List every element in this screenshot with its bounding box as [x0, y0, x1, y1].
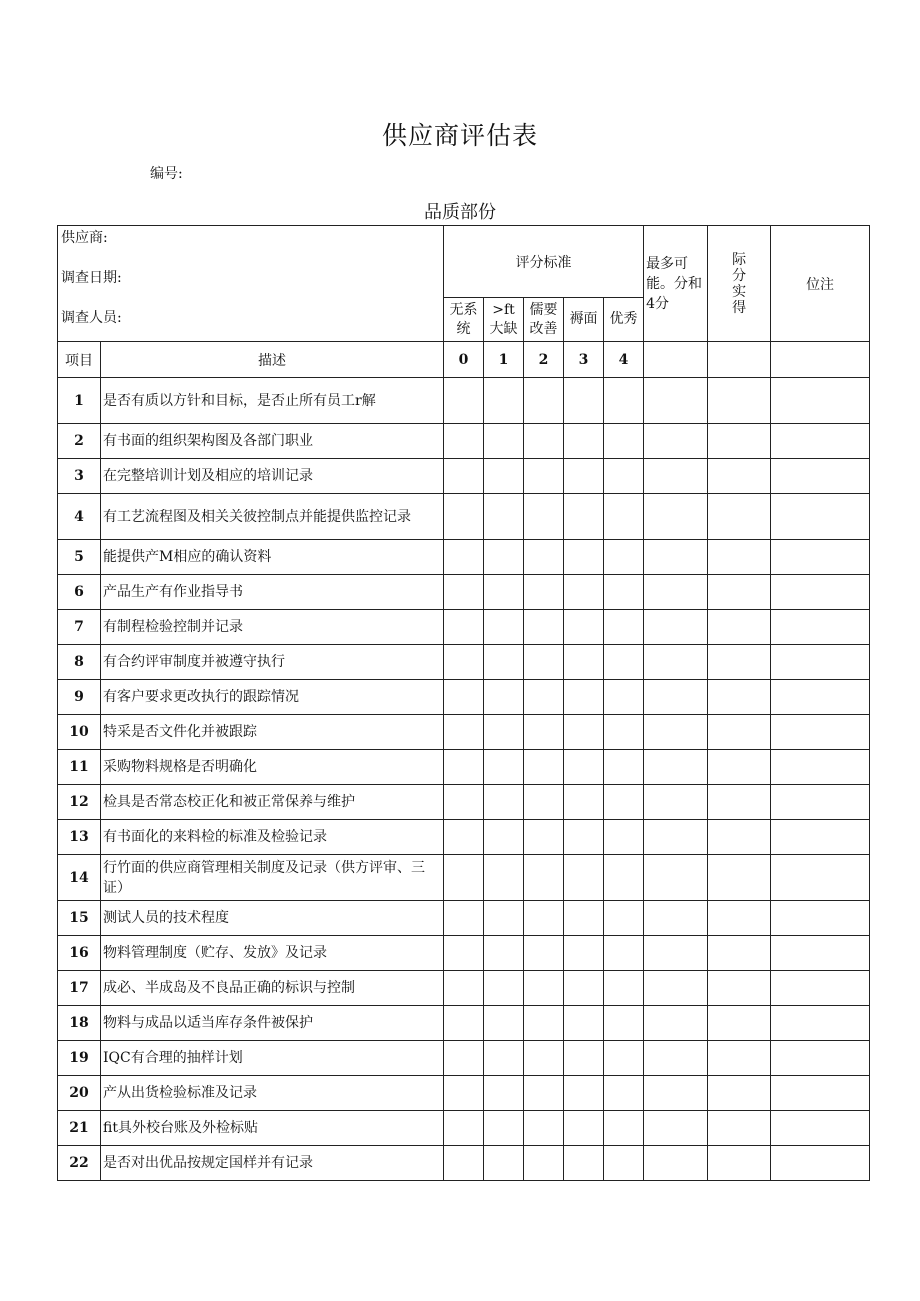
actual-score-cell[interactable]	[708, 645, 771, 680]
score-0-cell[interactable]	[444, 820, 484, 855]
item-description: 特采是否文件化并被跟踪	[101, 715, 444, 750]
table-row	[58, 424, 870, 459]
remark-cell[interactable]	[771, 540, 870, 575]
actual-score-cell[interactable]	[708, 901, 771, 936]
score-1-cell[interactable]	[484, 1006, 524, 1041]
item-number: 18	[58, 1006, 101, 1041]
column-header-row	[58, 342, 870, 378]
table-row	[58, 645, 870, 680]
max-score-cell[interactable]	[644, 575, 708, 610]
item-column-header: 项目	[58, 342, 101, 378]
score-0-cell[interactable]	[444, 1146, 484, 1181]
score-3-header: 3	[564, 342, 604, 378]
score-0-cell[interactable]	[444, 1076, 484, 1111]
item-number: 11	[58, 750, 101, 785]
score-3-cell[interactable]	[564, 855, 604, 901]
remark-cell[interactable]	[771, 1111, 870, 1146]
score-2-cell[interactable]	[524, 820, 564, 855]
actual-score-cell[interactable]	[708, 459, 771, 494]
item-number: 10	[58, 715, 101, 750]
max-score-cell[interactable]	[644, 494, 708, 540]
score-4-header: 4	[604, 342, 644, 378]
score-3-cell[interactable]	[564, 1146, 604, 1181]
description-column-header: 描述	[101, 342, 444, 378]
item-description: 有书面化的来料检的标准及检验记录	[101, 820, 444, 855]
actual-score-cell[interactable]	[708, 715, 771, 750]
max-score-cell[interactable]	[644, 1111, 708, 1146]
score-1-cell[interactable]	[484, 1041, 524, 1076]
actual-score-cell[interactable]	[708, 971, 771, 1006]
max-score-cell[interactable]	[644, 459, 708, 494]
score-0-cell[interactable]	[444, 424, 484, 459]
score-2-cell[interactable]	[524, 971, 564, 1006]
score-4-cell[interactable]	[604, 1111, 644, 1146]
score-3-cell[interactable]	[564, 1041, 604, 1076]
item-number: 8	[58, 645, 101, 680]
remark-cell[interactable]	[771, 715, 870, 750]
score-4-cell[interactable]	[604, 971, 644, 1006]
actual-score-cell[interactable]	[708, 610, 771, 645]
max-score-cell[interactable]	[644, 645, 708, 680]
actual-score-cell[interactable]	[708, 494, 771, 540]
score-3-cell[interactable]	[564, 610, 604, 645]
actual-score-cell[interactable]	[708, 820, 771, 855]
item-description: 能提供产M相应的确认资料	[101, 540, 444, 575]
score-1-cell[interactable]	[484, 715, 524, 750]
score-2-cell[interactable]	[524, 855, 564, 901]
table-row	[58, 494, 870, 540]
max-score-header: 最多可能。分和4分	[644, 226, 708, 342]
item-description: 物料与成品以适当库存条件被保护	[101, 1006, 444, 1041]
remark-header: 位注	[771, 226, 870, 342]
actual-score-cell	[708, 342, 771, 378]
item-description: 物料管理制度（贮存、发放》及记录	[101, 936, 444, 971]
table-row	[58, 901, 870, 936]
score-4-cell[interactable]	[604, 1006, 644, 1041]
form-number-label: 编号:	[150, 166, 183, 182]
score-3-cell[interactable]	[564, 645, 604, 680]
score-4-cell[interactable]	[604, 494, 644, 540]
item-description: 有合约评审制度并被遵守执行	[101, 645, 444, 680]
score-4-cell[interactable]	[604, 750, 644, 785]
header-row-top	[58, 226, 870, 298]
score-4-cell[interactable]	[604, 540, 644, 575]
max-score-cell[interactable]	[644, 1146, 708, 1181]
score-2-header: 2	[524, 342, 564, 378]
remark-cell[interactable]	[771, 1006, 870, 1041]
score-3-cell[interactable]	[564, 1076, 604, 1111]
score-0-cell[interactable]	[444, 971, 484, 1006]
score-2-cell[interactable]	[524, 901, 564, 936]
item-description: 是否对出优品按规定国样并有记录	[101, 1146, 444, 1181]
item-number: 2	[58, 424, 101, 459]
scoring-standard-header: 评分标准	[444, 226, 644, 298]
score-1-cell[interactable]	[484, 1111, 524, 1146]
score-4-cell[interactable]	[604, 936, 644, 971]
item-description: fit具外校台账及外检标贴	[101, 1111, 444, 1146]
score-2-cell[interactable]	[524, 680, 564, 715]
actual-score-cell[interactable]	[708, 750, 771, 785]
remark-cell[interactable]	[771, 971, 870, 1006]
score-2-cell[interactable]	[524, 540, 564, 575]
actual-score-cell[interactable]	[708, 855, 771, 901]
item-description: IQC有合理的抽样计划	[101, 1041, 444, 1076]
item-description: 有工艺流程图及相关关彼控制点并能提供监控记录	[101, 494, 444, 540]
max-score-cell[interactable]	[644, 971, 708, 1006]
max-score-cell	[644, 342, 708, 378]
score-4-cell[interactable]	[604, 855, 644, 901]
score-3-cell[interactable]	[564, 820, 604, 855]
item-description: 有书面的组织架构图及各部门职业	[101, 424, 444, 459]
score-3-cell[interactable]	[564, 785, 604, 820]
item-description: 采购物料规格是否明确化	[101, 750, 444, 785]
max-score-cell[interactable]	[644, 936, 708, 971]
score-0-cell[interactable]	[444, 540, 484, 575]
max-score-cell[interactable]	[644, 820, 708, 855]
item-number: 16	[58, 936, 101, 971]
score-1-cell[interactable]	[484, 1146, 524, 1181]
max-score-cell[interactable]	[644, 715, 708, 750]
item-number: 19	[58, 1041, 101, 1076]
score-4-cell[interactable]	[604, 575, 644, 610]
item-number: 9	[58, 680, 101, 715]
item-description: 行竹面的供应商管理相关制度及记录（供方评审、三证）	[101, 855, 444, 901]
score-0-cell[interactable]	[444, 680, 484, 715]
inspector-label: 调查人员:	[61, 310, 122, 326]
remark-cell[interactable]	[771, 1146, 870, 1181]
score-3-cell[interactable]	[564, 680, 604, 715]
table-row	[58, 1041, 870, 1076]
score-3-cell[interactable]	[564, 494, 604, 540]
actual-score-cell[interactable]	[708, 1006, 771, 1041]
score-2-cell[interactable]	[524, 459, 564, 494]
item-description: 产品生产有作业指导书	[101, 575, 444, 610]
score-1-cell[interactable]	[484, 645, 524, 680]
table-row	[58, 1146, 870, 1181]
actual-score-cell[interactable]	[708, 424, 771, 459]
score-2-cell[interactable]	[524, 750, 564, 785]
item-number: 21	[58, 1111, 101, 1146]
max-score-cell[interactable]	[644, 424, 708, 459]
score-2-cell[interactable]	[524, 785, 564, 820]
score-0-cell[interactable]	[444, 855, 484, 901]
item-description: 是否有质以方针和目标，是否止所有员工r解	[101, 378, 444, 424]
score-3-cell[interactable]	[564, 575, 604, 610]
score-2-cell[interactable]	[524, 1006, 564, 1041]
score-1-cell[interactable]	[484, 820, 524, 855]
score-3-cell[interactable]	[564, 1006, 604, 1041]
score-0-cell[interactable]	[444, 1041, 484, 1076]
score-2-cell[interactable]	[524, 645, 564, 680]
item-number: 4	[58, 494, 101, 540]
score-3-cell[interactable]	[564, 971, 604, 1006]
score-1-cell[interactable]	[484, 540, 524, 575]
remark-cell[interactable]	[771, 1076, 870, 1111]
score-0-cell[interactable]	[444, 936, 484, 971]
score-4-cell[interactable]	[604, 785, 644, 820]
page-title: 供应商评估表	[381, 121, 538, 150]
table-row	[58, 1006, 870, 1041]
actual-score-cell[interactable]	[708, 540, 771, 575]
remark-cell[interactable]	[771, 936, 870, 971]
remark-cell[interactable]	[771, 378, 870, 424]
max-score-cell[interactable]	[644, 1076, 708, 1111]
score-2-cell[interactable]	[524, 1146, 564, 1181]
score-3-cell[interactable]	[564, 424, 604, 459]
item-description: 检具是否常态校正化和被正常保养与维护	[101, 785, 444, 820]
table-row	[58, 378, 870, 424]
score-3-cell[interactable]	[564, 715, 604, 750]
score-3-cell[interactable]	[564, 936, 604, 971]
score-3-cell[interactable]	[564, 901, 604, 936]
score-4-cell[interactable]	[604, 645, 644, 680]
item-number: 6	[58, 575, 101, 610]
score-0-cell[interactable]	[444, 610, 484, 645]
score-4-cell[interactable]	[604, 1146, 644, 1181]
max-score-cell[interactable]	[644, 1041, 708, 1076]
item-number: 3	[58, 459, 101, 494]
score-1-cell[interactable]	[484, 785, 524, 820]
score-1-cell[interactable]	[484, 494, 524, 540]
table-row	[58, 936, 870, 971]
score-0-header: 0	[444, 342, 484, 378]
score-0-cell[interactable]	[444, 750, 484, 785]
actual-score-cell[interactable]	[708, 680, 771, 715]
item-number: 14	[58, 855, 101, 901]
score-2-cell[interactable]	[524, 424, 564, 459]
level-excellent: 优秀	[604, 298, 644, 342]
score-0-cell[interactable]	[444, 378, 484, 424]
score-0-cell[interactable]	[444, 1006, 484, 1041]
table-row	[58, 540, 870, 575]
level-needs-improvement: 儒要改善	[524, 298, 564, 342]
score-3-cell[interactable]	[564, 540, 604, 575]
remark-cell[interactable]	[771, 424, 870, 459]
score-1-cell[interactable]	[484, 901, 524, 936]
item-description: 有制程检验控制并记录	[101, 610, 444, 645]
actual-score-cell[interactable]	[708, 1076, 771, 1111]
table-row	[58, 971, 870, 1006]
table-row	[58, 459, 870, 494]
item-number: 7	[58, 610, 101, 645]
level-major-defect: >ft大缺	[484, 298, 524, 342]
table-row	[58, 750, 870, 785]
score-4-cell[interactable]	[604, 1076, 644, 1111]
evaluation-table	[57, 225, 870, 1181]
table-row	[58, 610, 870, 645]
score-4-cell[interactable]	[604, 459, 644, 494]
score-3-cell[interactable]	[564, 750, 604, 785]
score-1-cell[interactable]	[484, 610, 524, 645]
max-score-cell[interactable]	[644, 680, 708, 715]
score-1-cell[interactable]	[484, 936, 524, 971]
score-4-cell[interactable]	[604, 715, 644, 750]
remark-cell[interactable]	[771, 785, 870, 820]
score-2-cell[interactable]	[524, 1111, 564, 1146]
score-1-cell[interactable]	[484, 424, 524, 459]
remark-cell[interactable]	[771, 855, 870, 901]
score-3-cell[interactable]	[564, 378, 604, 424]
score-1-cell[interactable]	[484, 680, 524, 715]
score-1-cell[interactable]	[484, 459, 524, 494]
remark-cell[interactable]	[771, 820, 870, 855]
level-acceptable: 褥面	[564, 298, 604, 342]
max-score-cell[interactable]	[644, 855, 708, 901]
score-4-cell[interactable]	[604, 680, 644, 715]
max-score-cell[interactable]	[644, 540, 708, 575]
max-score-cell[interactable]	[644, 750, 708, 785]
supplier-info-cell	[58, 226, 444, 342]
score-0-cell[interactable]	[444, 575, 484, 610]
item-description: 在完整培训计划及相应的培训记录	[101, 459, 444, 494]
score-1-cell[interactable]	[484, 1076, 524, 1111]
item-number: 1	[58, 378, 101, 424]
score-3-cell[interactable]	[564, 459, 604, 494]
max-score-cell[interactable]	[644, 1006, 708, 1041]
level-no-system: 无系统	[444, 298, 484, 342]
remark-cell[interactable]	[771, 575, 870, 610]
score-2-cell[interactable]	[524, 936, 564, 971]
section-title: 品质部份	[424, 202, 496, 223]
score-3-cell[interactable]	[564, 1111, 604, 1146]
table-row	[58, 1111, 870, 1146]
actual-score-cell[interactable]	[708, 378, 771, 424]
remark-cell[interactable]	[771, 645, 870, 680]
supplier-label: 供应商:	[61, 230, 108, 246]
item-number: 20	[58, 1076, 101, 1111]
score-0-cell[interactable]	[444, 494, 484, 540]
item-description: 有客户要求更改执行的跟踪情况	[101, 680, 444, 715]
score-1-cell[interactable]	[484, 855, 524, 901]
remark-cell[interactable]	[771, 1041, 870, 1076]
score-0-cell[interactable]	[444, 459, 484, 494]
score-1-cell[interactable]	[484, 971, 524, 1006]
score-4-cell[interactable]	[604, 820, 644, 855]
item-description: 成必、半成岛及不良品正确的标识与控制	[101, 971, 444, 1006]
remark-cell[interactable]	[771, 750, 870, 785]
score-2-cell[interactable]	[524, 1076, 564, 1111]
max-score-cell[interactable]	[644, 378, 708, 424]
score-4-cell[interactable]	[604, 378, 644, 424]
score-1-header: 1	[484, 342, 524, 378]
max-score-cell[interactable]	[644, 785, 708, 820]
score-2-cell[interactable]	[524, 610, 564, 645]
score-2-cell[interactable]	[524, 575, 564, 610]
score-4-cell[interactable]	[604, 901, 644, 936]
remark-cell[interactable]	[771, 610, 870, 645]
score-4-cell[interactable]	[604, 610, 644, 645]
table-row	[58, 855, 870, 901]
score-1-cell[interactable]	[484, 378, 524, 424]
actual-score-cell[interactable]	[708, 1146, 771, 1181]
table-row	[58, 1076, 870, 1111]
remark-cell[interactable]	[771, 680, 870, 715]
table-row	[58, 785, 870, 820]
score-4-cell[interactable]	[604, 424, 644, 459]
score-2-cell[interactable]	[524, 494, 564, 540]
score-1-cell[interactable]	[484, 575, 524, 610]
table-row	[58, 820, 870, 855]
score-0-cell[interactable]	[444, 715, 484, 750]
remark-cell	[771, 342, 870, 378]
score-1-cell[interactable]	[484, 750, 524, 785]
score-2-cell[interactable]	[524, 378, 564, 424]
item-description: 产从出货检验标准及记录	[101, 1076, 444, 1111]
score-0-cell[interactable]	[444, 785, 484, 820]
max-score-cell[interactable]	[644, 610, 708, 645]
score-0-cell[interactable]	[444, 645, 484, 680]
actual-score-cell[interactable]	[708, 1041, 771, 1076]
actual-score-label: 际分实得	[732, 251, 747, 316]
actual-score-cell[interactable]	[708, 1111, 771, 1146]
remark-cell[interactable]	[771, 901, 870, 936]
item-number: 5	[58, 540, 101, 575]
item-description: 测试人员的技术程度	[101, 901, 444, 936]
actual-score-cell[interactable]	[708, 785, 771, 820]
table-row	[58, 680, 870, 715]
item-number: 13	[58, 820, 101, 855]
table-row	[58, 715, 870, 750]
item-number: 17	[58, 971, 101, 1006]
actual-score-header	[708, 226, 771, 342]
remark-cell[interactable]	[771, 494, 870, 540]
remark-cell[interactable]	[771, 459, 870, 494]
table-row	[58, 575, 870, 610]
score-2-cell[interactable]	[524, 715, 564, 750]
item-number: 15	[58, 901, 101, 936]
survey-date-label: 调查日期:	[61, 270, 122, 286]
actual-score-cell[interactable]	[708, 575, 771, 610]
score-4-cell[interactable]	[604, 1041, 644, 1076]
item-number: 12	[58, 785, 101, 820]
score-0-cell[interactable]	[444, 901, 484, 936]
item-number: 22	[58, 1146, 101, 1181]
score-0-cell[interactable]	[444, 1111, 484, 1146]
max-score-cell[interactable]	[644, 901, 708, 936]
score-2-cell[interactable]	[524, 1041, 564, 1076]
actual-score-cell[interactable]	[708, 936, 771, 971]
